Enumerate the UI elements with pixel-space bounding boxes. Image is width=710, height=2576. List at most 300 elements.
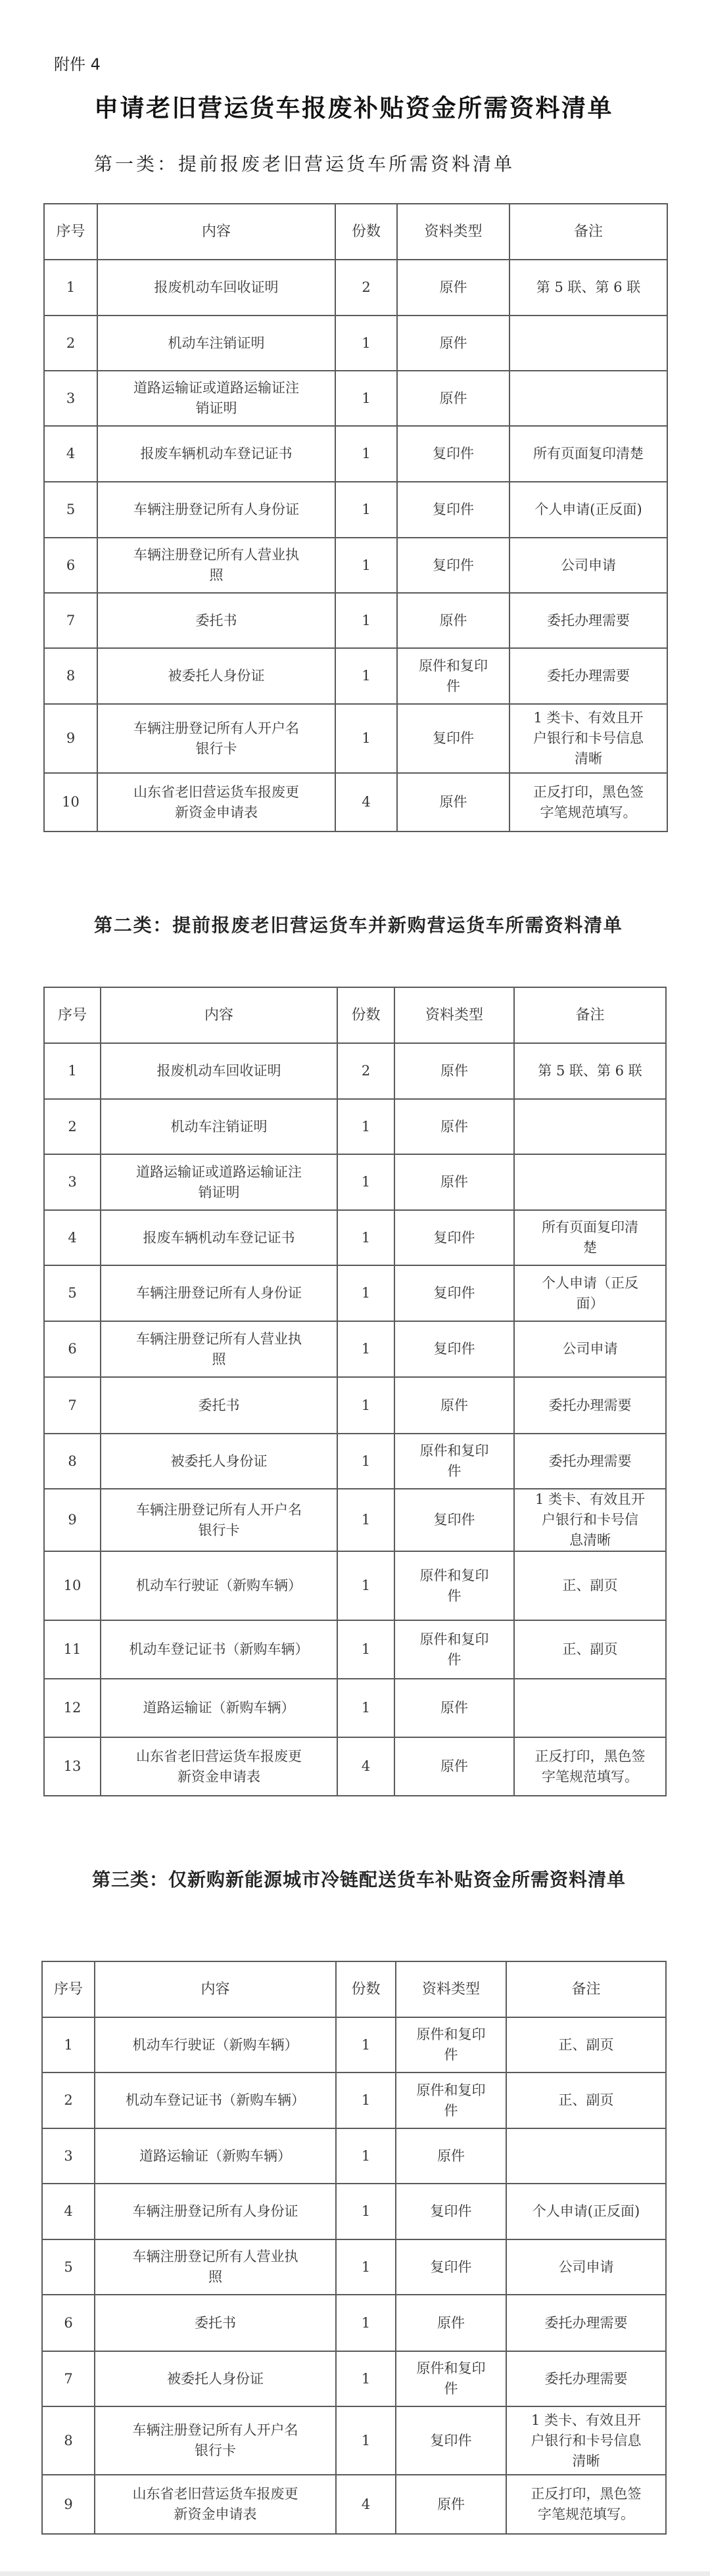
cell-copies: 1 [335,371,397,426]
content-line: 机动车行驶证（新购车辆） [132,2036,298,2053]
note-line: 委托办理需要 [548,1453,632,1469]
cell-no: 4 [44,426,97,482]
note-line: 正反打印，黑色签 [534,1748,646,1764]
cell-content [97,482,335,538]
cell-copies: 1 [337,1679,394,1737]
table-header-row [42,1961,666,2017]
cell-note [506,2239,666,2295]
note-line: 委托办理需要 [544,2314,628,2331]
content-line: 机动车注销证明 [168,335,265,351]
content-line: 机动车行驶证（新购车辆） [136,1578,302,1593]
type-line: 件 [444,2047,458,2063]
col-header-copies: 份数 [337,987,394,1043]
cell-no: 12 [44,1679,101,1737]
document-title: 申请老旧营运货车报废补贴资金所需资料清单 [94,93,613,122]
section-heading-3: 第三类：仅新购新能源城市冷链配送货车补贴资金所需资料清单 [92,1869,627,1890]
col-header-copies: 份数 [335,204,397,260]
cell-copies: 1 [335,426,397,482]
table-row [44,1620,666,1679]
content-line: 报废机动车回收证明 [154,279,279,295]
type-line: 件 [447,1463,462,1479]
content-line: 机动车注销证明 [170,1118,268,1135]
content-line: 道路运输证或道路运输证注 [136,1163,302,1180]
table-row [44,1434,666,1489]
content-line: 道路运输证或道路运输证注 [133,380,299,396]
type-line: 复印件 [433,1341,475,1357]
cell-type [396,2406,506,2475]
content-line: 新资金申请表 [174,2506,257,2522]
cell-type [396,2239,506,2295]
table-row [44,1043,666,1099]
content-line: 报废车辆机动车登记证书 [140,446,293,461]
table-row [44,1489,666,1551]
cell-no: 5 [44,1265,101,1321]
cell-content [95,2295,336,2351]
note-line: 公司申请 [561,557,616,573]
cell-no: 5 [44,482,97,538]
note-line: 正反打印，黑色签 [533,784,644,800]
table-row [44,538,667,593]
cell-copies: 4 [335,773,397,831]
content-line: 照 [212,1351,226,1367]
attachment-label: 附件 4 [54,55,101,74]
type-line: 原件 [437,2314,465,2331]
cell-content [101,1099,337,1154]
type-line: 原件 [440,1700,468,1716]
cell-note [514,1679,666,1737]
col-header-no: 序号 [44,204,97,260]
requirements-table-2 [43,987,667,1796]
cell-content [97,593,335,648]
note-line: 第 5 联、第 6 联 [538,1063,642,1079]
cell-type [394,1043,514,1099]
cell-note [514,1377,666,1434]
type-line: 原件 [439,279,467,295]
type-line: 原件和复印 [419,1443,489,1459]
cell-type [397,371,509,426]
cell-content [101,1321,337,1377]
content-line: 车辆注册登记所有人开户名 [133,720,299,736]
cell-copies: 1 [335,704,397,773]
cell-type [394,1321,514,1377]
cell-copies: 1 [335,316,397,371]
table-row [42,2475,666,2534]
cell-note [509,538,667,593]
cell-copies: 1 [337,1265,394,1321]
type-line: 原件 [439,612,467,628]
content-line: 银行卡 [195,740,237,757]
cell-type [394,1265,514,1321]
type-line: 件 [444,2381,458,2397]
cell-copies: 4 [336,2475,396,2534]
cell-copies: 1 [337,1377,394,1434]
content-line: 报废机动车回收证明 [156,1063,281,1079]
content-line: 被委托人身份证 [168,668,265,684]
note-line: 正反打印，黑色签 [531,2486,642,2502]
cell-note [506,2128,666,2184]
cell-type [394,1154,514,1210]
note-line: 户银行和卡号信息 [533,730,644,746]
cell-type [397,482,509,538]
cell-content [95,2017,336,2073]
cell-content [95,2073,336,2128]
cell-copies: 1 [336,2128,396,2184]
col-header-content: 内容 [101,987,337,1043]
bottom-edge [0,2571,710,2576]
cell-note [514,1321,666,1377]
content-line: 山东省老旧营运货车报废更 [132,2486,298,2502]
cell-copies: 1 [337,1099,394,1154]
table-row [42,2128,666,2184]
cell-content [101,1043,337,1099]
type-line: 原件 [439,794,467,810]
cell-note [506,2406,666,2475]
cell-no: 7 [44,1377,101,1434]
cell-type [396,2475,506,2534]
note-line: 个人申请（正反 [542,1275,638,1291]
cell-content [101,1737,337,1796]
cell-type [394,1620,514,1679]
content-line: 车辆注册登记所有人开户名 [132,2422,298,2438]
table-row [42,2295,666,2351]
cell-type [394,1210,514,1265]
note-line: 户银行和卡号信息 [531,2432,642,2448]
cell-copies: 1 [336,2351,396,2406]
note-line: 正、副页 [558,2036,614,2053]
type-line: 原件 [437,2147,465,2164]
type-line: 原件和复印 [416,2082,486,2098]
cell-type [394,1551,514,1620]
note-line: 1 类卡、有效且开 [533,710,644,726]
cell-copies: 1 [336,2406,396,2475]
note-line: 委托办理需要 [547,612,630,628]
cell-note [506,2073,666,2128]
content-line: 银行卡 [195,2443,236,2458]
cell-copies: 2 [337,1043,394,1099]
cell-copies: 1 [337,1620,394,1679]
type-line: 复印件 [433,502,474,517]
cell-type [394,1489,514,1551]
requirements-table-3 [41,1961,667,2535]
type-line: 件 [444,2102,458,2119]
note-line: 个人申请(正反面) [532,2203,640,2219]
table-row [44,1154,666,1210]
cell-content [97,648,335,704]
cell-copies: 1 [336,2295,396,2351]
table-header-row [44,987,666,1043]
cell-copies: 1 [337,1489,394,1551]
cell-note [506,2295,666,2351]
col-header-type: 资料类型 [394,987,514,1043]
type-line: 原件 [440,1397,468,1413]
content-line: 道路运输证（新购车辆） [143,1700,295,1716]
table-row [44,648,667,704]
cell-content [101,1551,337,1620]
cell-type [396,2295,506,2351]
col-header-note: 备注 [509,204,667,260]
type-line: 原件和复印 [419,1567,489,1583]
note-line: 第 5 联、第 6 联 [536,279,641,295]
cell-type [396,2128,506,2184]
cell-note [509,371,667,426]
content-line: 机动车登记证书（新购车辆） [126,2092,305,2108]
cell-type [397,426,509,482]
content-line: 委托书 [195,612,237,628]
cell-copies: 1 [336,2239,396,2295]
type-line: 原件 [437,2496,465,2512]
requirements-table-1 [43,203,668,832]
cell-note [509,260,667,316]
table-row [44,316,667,371]
cell-type [394,1434,514,1489]
col-header-no: 序号 [44,987,101,1043]
table-row [42,2406,666,2475]
cell-content [97,316,335,371]
type-line: 复印件 [433,557,474,573]
note-line: 正、副页 [562,1641,618,1657]
table-row [42,2351,666,2406]
cell-type [396,2184,506,2239]
cell-copies: 2 [335,260,397,316]
cell-type [396,2017,506,2073]
cell-content [95,2239,336,2295]
content-line: 销证明 [195,400,237,416]
type-line: 复印件 [430,2259,472,2275]
cell-content [97,773,335,831]
table-row [44,1679,666,1737]
cell-type [396,2073,506,2128]
cell-copies: 1 [336,2184,396,2239]
cell-copies: 1 [337,1551,394,1620]
table-row [44,1321,666,1377]
type-line: 复印件 [433,1285,475,1301]
type-line: 原件和复印 [416,2026,486,2042]
cell-type [396,2351,506,2406]
table-row [44,371,667,426]
cell-no: 5 [42,2239,95,2295]
note-line: 个人申请(正反面) [534,502,642,517]
table-row [42,2073,666,2128]
cell-no: 8 [42,2406,95,2475]
table-row [44,593,667,648]
cell-no: 10 [44,1551,101,1620]
cell-note [514,1210,666,1265]
cell-type [394,1737,514,1796]
cell-copies: 1 [336,2073,396,2128]
cell-type [397,593,509,648]
cell-note [509,773,667,831]
note-line: 字笔规范填写。 [538,2506,634,2522]
cell-copies: 1 [337,1434,394,1489]
cell-no: 9 [42,2475,95,2534]
note-line: 正、副页 [558,2092,614,2108]
table-row [44,1377,666,1434]
cell-note [514,1620,666,1679]
cell-no: 3 [44,371,97,426]
content-line: 车辆注册登记所有人身份证 [133,502,299,517]
table-row [44,704,667,773]
cell-note [509,316,667,371]
cell-note [509,482,667,538]
content-line: 销证明 [198,1184,240,1200]
section-heading-1: 第一类：提前报废老旧营运货车所需资料清单 [94,153,515,175]
cell-note [514,1043,666,1099]
cell-content [101,1265,337,1321]
type-line: 原件 [439,335,467,351]
cell-content [95,2184,336,2239]
table-row [44,482,667,538]
cell-content [97,426,335,482]
type-line: 复印件 [433,730,474,746]
note-line: 所有页面复印清楚 [533,446,644,461]
note-line: 委托办理需要 [544,2370,628,2387]
type-line: 件 [447,1587,462,1604]
cell-no: 3 [42,2128,95,2184]
cell-type [397,704,509,773]
type-line: 原件和复印 [419,1631,489,1647]
cell-no: 2 [44,1099,101,1154]
content-line: 被委托人身份证 [170,1453,268,1469]
content-line: 车辆注册登记所有人营业执 [133,547,299,563]
note-line: 1 类卡、有效且开 [534,1491,646,1507]
cell-no: 9 [44,704,97,773]
type-line: 复印件 [433,1229,475,1246]
col-header-no: 序号 [42,1961,95,2017]
cell-copies: 1 [335,538,397,593]
type-line: 原件 [440,1118,468,1135]
content-line: 新资金申请表 [175,804,258,820]
content-line: 机动车登记证书（新购车辆） [129,1641,309,1657]
cell-no: 4 [44,1210,101,1265]
cell-no: 6 [42,2295,95,2351]
cell-copies: 1 [337,1321,394,1377]
cell-no: 7 [42,2351,95,2406]
type-line: 复印件 [433,446,474,461]
cell-type [394,1377,514,1434]
type-line: 件 [447,1651,462,1668]
content-line: 山东省老旧营运货车报废更 [133,784,299,800]
cell-content [95,2351,336,2406]
cell-note [514,1551,666,1620]
note-line: 户银行和卡号信 [542,1512,638,1528]
cell-no: 7 [44,593,97,648]
content-line: 车辆注册登记所有人营业执 [132,2249,298,2264]
note-line: 清晰 [572,2452,600,2469]
cell-note [514,1099,666,1154]
cell-content [101,1210,337,1265]
cell-no: 8 [44,1434,101,1489]
cell-content [101,1620,337,1679]
cell-content [95,2406,336,2475]
note-line: 息清晰 [569,1532,611,1548]
content-line: 照 [209,567,224,583]
cell-note [506,2017,666,2073]
cell-note [514,1154,666,1210]
cell-note [514,1489,666,1551]
cell-copies: 1 [336,2017,396,2073]
cell-no: 6 [44,1321,101,1377]
table-header-row [44,204,667,260]
col-header-type: 资料类型 [397,204,509,260]
cell-no: 1 [42,2017,95,2073]
cell-no: 8 [44,648,97,704]
col-header-copies: 份数 [336,1961,396,2017]
cell-copies: 1 [337,1210,394,1265]
note-line: 楚 [583,1240,597,1255]
content-line: 车辆注册登记所有人身份证 [132,2203,298,2219]
col-header-type: 资料类型 [396,1961,506,2017]
type-line: 原件和复印 [416,2360,486,2376]
cell-no: 1 [44,260,97,316]
cell-type [394,1099,514,1154]
table-row [44,773,667,831]
table-row [44,1210,666,1265]
table-row [44,1551,666,1620]
cell-no: 2 [42,2073,95,2128]
type-line: 复印件 [430,2432,472,2448]
cell-type [397,773,509,831]
cell-note [509,704,667,773]
col-header-note: 备注 [514,987,666,1043]
cell-content [101,1679,337,1737]
cell-content [95,2475,336,2534]
content-line: 车辆注册登记所有人开户名 [136,1501,302,1518]
table-row [44,260,667,316]
cell-no: 4 [42,2184,95,2239]
cell-content [101,1154,337,1210]
type-line: 复印件 [433,1512,475,1528]
content-line: 照 [208,2269,222,2285]
table-row [44,426,667,482]
cell-note [514,1737,666,1796]
note-line: 公司申请 [558,2259,614,2275]
col-header-note: 备注 [506,1961,666,2017]
table-row [44,1265,666,1321]
type-line: 件 [446,678,460,694]
cell-no: 3 [44,1154,101,1210]
cell-copies: 4 [337,1737,394,1796]
cell-type [397,316,509,371]
cell-note [506,2475,666,2534]
content-line: 被委托人身份证 [167,2370,264,2387]
note-line: 面） [576,1295,604,1311]
note-line: 字笔规范填写。 [540,804,637,820]
cell-content [95,2128,336,2184]
cell-content [97,371,335,426]
cell-note [509,593,667,648]
section-heading-2: 第二类：提前报废老旧营运货车并新购营运货车所需资料清单 [94,914,623,936]
content-line: 银行卡 [198,1522,240,1538]
cell-type [397,260,509,316]
cell-note [506,2184,666,2239]
cell-no: 10 [44,773,97,831]
cell-note [509,648,667,704]
note-line: 正、副页 [562,1578,618,1593]
note-line: 公司申请 [562,1341,618,1357]
cell-type [397,648,509,704]
cell-note [514,1434,666,1489]
content-line: 山东省老旧营运货车报废更 [136,1748,302,1764]
cell-no: 6 [44,538,97,593]
note-line: 委托办理需要 [548,1397,632,1413]
type-line: 原件 [439,390,467,406]
cell-content [97,538,335,593]
content-line: 报废车辆机动车登记证书 [143,1229,295,1246]
col-header-content: 内容 [97,204,335,260]
cell-note [514,1265,666,1321]
content-line: 车辆注册登记所有人身份证 [136,1285,302,1301]
cell-note [509,426,667,482]
